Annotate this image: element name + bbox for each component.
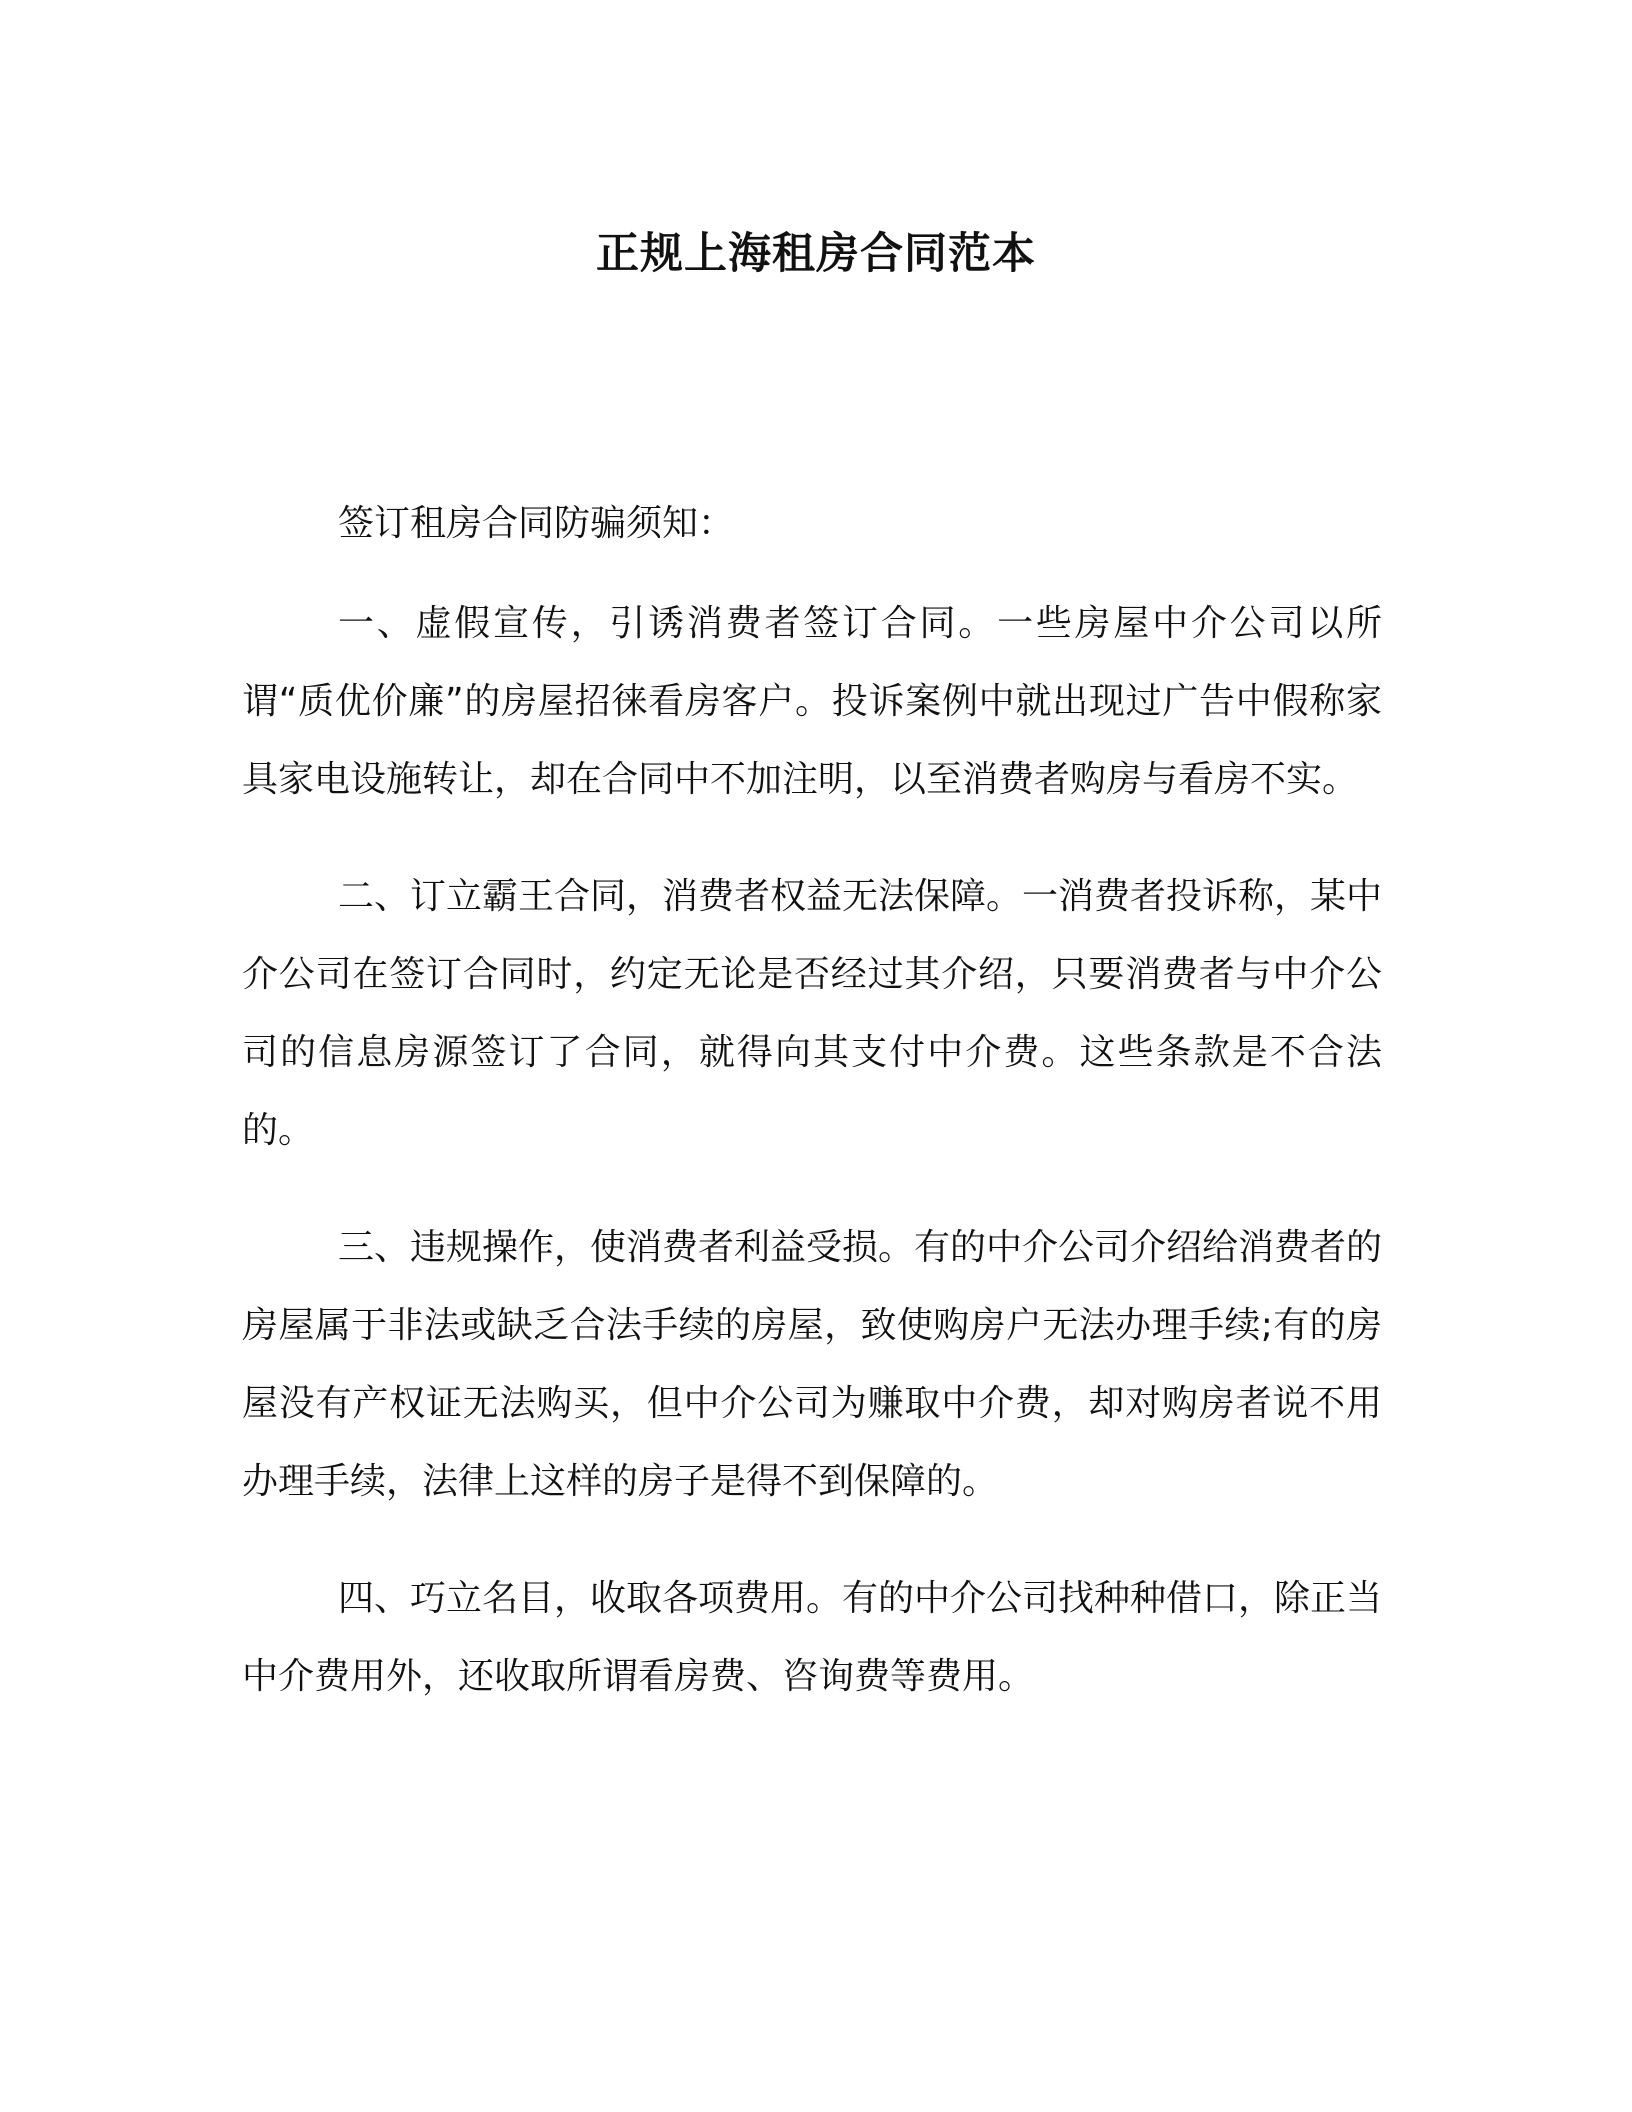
paragraph-intro: 签订租房合同防骗须知： bbox=[338, 503, 735, 544]
document-title: 正规上海租房合同范本 bbox=[596, 229, 1036, 279]
document-body bbox=[242, 485, 1382, 1755]
paragraph-item-3: 三、违规操作，使消费者利益受损。有的中介公司介绍给消费者的房屋属于非法或缺乏合法手续的房屋，致使购房户无法办理手续;有的房屋没有产权证无法购买，但中介公司为赚取中介费，却对购房者说不用办理手续，法律上这样的房子是得不到保障的。 bbox=[242, 1227, 1383, 1502]
paragraph-item-1: 一、虚假宣传，引诱消费者签订合同。一些房屋中介公司以所谓“质优价廉”的房屋招徕看房客户。投诉案例中就出现过广告中假称家具家电设施转让，却在合同中不加注明，以至消费者购房与看房不实。 bbox=[242, 603, 1382, 800]
paragraph-item-4: 四、巧立名目，收取各项费用。有的中介公司找种种借口，除正当中介费用外，还收取所谓看房费、咨询费等费用。 bbox=[242, 1578, 1383, 1697]
paragraph-item-2: 二、订立霸王合同，消费者权益无法保障。一消费者投诉称，某中介公司在签订合同时，约定无论是否经过其介绍，只要消费者与中介公司的信息房源签订了合同，就得向其支付中介费。这些条款是不合法的。 bbox=[242, 876, 1383, 1151]
